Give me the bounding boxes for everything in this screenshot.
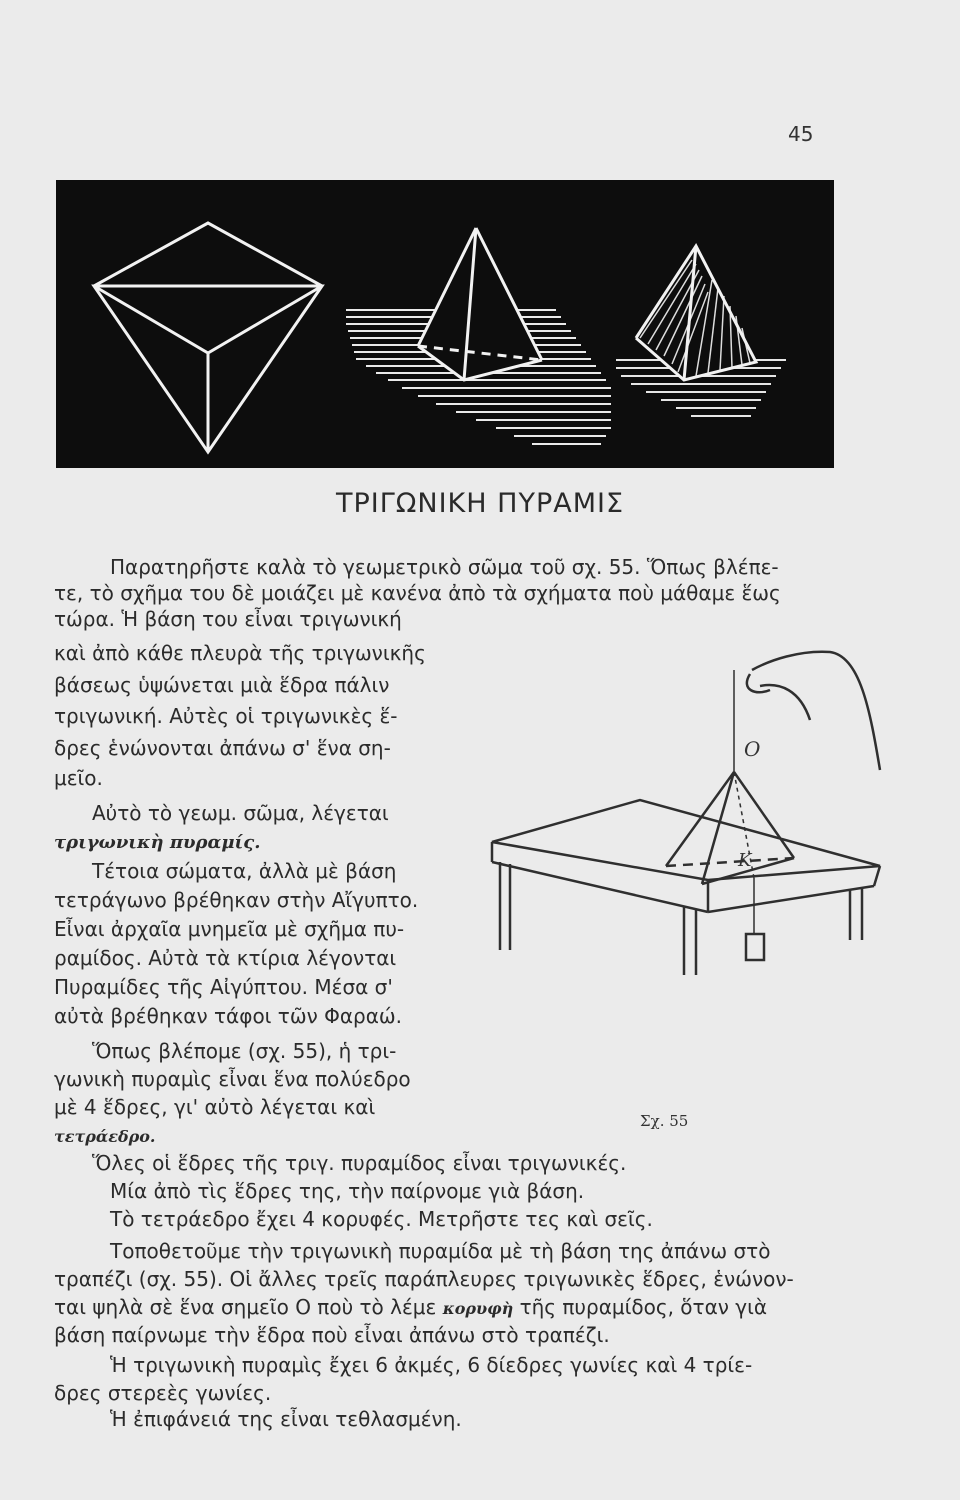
term-tetrahedron: τετράεδρο. [54, 1127, 156, 1146]
paragraph-line: Ἡ τριγωνικὴ πυραμὶς ἔχει 6 ἀκμές, 6 δίεδρες γωνίες καὶ 4 τρίε- [110, 1353, 753, 1377]
paragraph-line: τώρα. Ἡ βάση του εἶναι τριγωνική [54, 607, 402, 631]
paragraph-line: Τοποθετοῦμε τὴν τριγωνικὴ πυραμίδα μὲ τὴ βάση της ἀπάνω στὸ [110, 1239, 771, 1263]
page-number: 45 [788, 122, 814, 146]
paragraph-line: τραπέζι (σχ. 55). Οἱ ἄλλες τρεῖς παράπλευρες τριγωνικὲς ἕδρες, ἑνώνον- [54, 1267, 794, 1291]
paragraph-line: μὲ 4 ἕδρες, γι' αὐτὸ λέγεται καὶ [54, 1095, 376, 1119]
paragraph-line: Ὅπως βλέπομε (σχ. 55), ἡ τρι- [92, 1039, 397, 1063]
pyramid-illustration [56, 180, 834, 468]
paragraph-line: δρες στερεὲς γωνίες. [54, 1381, 272, 1405]
section-title: ΤΡΙΓΩΝΙΚΗ ΠΥΡΑΜΙΣ [335, 488, 625, 519]
paragraph-line: τριγωνική. Αὐτὲς οἱ τριγωνικὲς ἕ- [54, 704, 398, 728]
paragraph-line: βάση παίρνωμε τὴν ἕδρα ποὺ εἶναι ἀπάνω στὸ τραπέζι. [54, 1323, 610, 1347]
paragraph-line: Ἡ ἐπιφάνειά της εἶναι τεθλασμένη. [110, 1407, 462, 1431]
figure-caption: Σχ. 55 [640, 1112, 689, 1130]
paragraph-line: Παρατηρῆστε καλὰ τὸ γεωμετρικὸ σῶμα τοῦ σχ. 55. Ὅπως βλέπε- [110, 555, 779, 579]
tetrahedron-net [94, 223, 322, 452]
paragraph-line: αὐτὰ βρέθηκαν τάφοι τῶν Φαραώ. [54, 1004, 403, 1028]
text-segment: τῆς πυραμίδος, ὅταν γιὰ [519, 1295, 768, 1319]
paragraph-line: Εἶναι ἀρχαῖα μνημεῖα μὲ σχῆμα πυ- [54, 917, 405, 941]
text-segment: ται ψηλὰ σὲ ἕνα σημεῖο Ο ποὺ τὸ λέμε [54, 1295, 437, 1319]
paragraph-line: καὶ ἀπὸ κάθε πλευρὰ τῆς τριγωνικῆς [54, 641, 426, 665]
center-label: Κ [738, 850, 752, 871]
paragraph-line: γωνικὴ πυραμὶς εἶναι ἕνα πολύεδρο [54, 1067, 411, 1091]
paragraph-line: Ὅλες οἱ ἕδρες τῆς τριγ. πυραμίδος εἶναι τριγωνικές. [92, 1151, 627, 1175]
paragraph-line: Τὸ τετράεδρο ἔχει 4 κορυφές. Μετρῆστε τες καὶ σεῖς. [110, 1207, 653, 1231]
paragraph-line: δρες ἑνώνονται ἀπάνω σ' ἕνα ση- [54, 736, 391, 760]
paragraph-line: Μία ἀπὸ τὶς ἕδρες της, τὴν παίρνομε γιὰ βάση. [110, 1179, 585, 1203]
apex-label: Ο [744, 737, 761, 761]
term-triangular-pyramid: τριγωνικὴ πυραμίς. [54, 832, 261, 853]
paragraph-line: ραμίδος. Αὐτὰ τὰ κτίρια λέγονται [54, 946, 397, 970]
table-pyramid-figure [470, 630, 890, 980]
paragraph-line [54, 1294, 767, 1322]
term-apex: κορυφὴ [442, 1299, 514, 1318]
hatched-pyramid [616, 246, 786, 416]
solid-pyramid [346, 228, 611, 444]
paragraph-line: βάσεως ὑψώνεται μιὰ ἕδρα πάλιν [54, 673, 390, 697]
paragraph-line: μεῖο. [54, 766, 103, 790]
paragraph-line: τε, τὸ σχῆμα του δὲ μοιάζει μὲ κανένα ἀπὸ τὰ σχήματα ποὺ μάθαμε ἕως [54, 581, 781, 605]
paragraph-line: Αὐτὸ τὸ γεωμ. σῶμα, λέγεται [92, 801, 389, 825]
paragraph-line: Τέτοια σώματα, ἀλλὰ μὲ βάση [92, 859, 397, 883]
paragraph-line: Πυραμίδες τῆς Αἰγύπτου. Μέσα σ' [54, 975, 393, 999]
paragraph-line: τετράγωνο βρέθηκαν στὴν Αἴγυπτο. [54, 888, 419, 912]
